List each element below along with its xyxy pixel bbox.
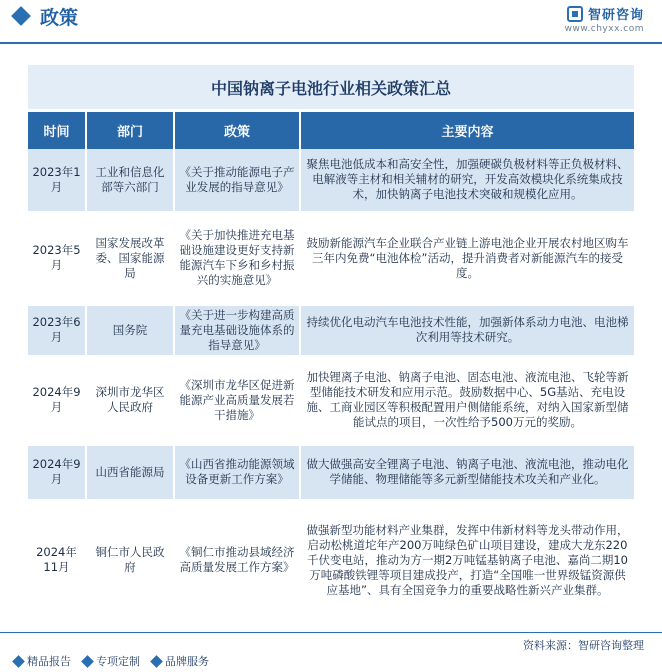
cell-policy: 《深圳市龙华区促进新能源产业高质量发展若干措施》 [174, 355, 300, 445]
cell-policy: 《关于推动能源电子产业发展的指导意见》 [174, 149, 300, 211]
brand-name: 智研咨询 [587, 8, 644, 23]
cell-time: 2024年9月 [28, 355, 86, 445]
cell-content: 做大做强高安全锂离子电池、钠离子电池、液流电池，推动电化学储能、物理储能等多元新型储能技术攻关和产业化。 [300, 445, 634, 499]
cell-time: 2023年6月 [28, 305, 86, 355]
cell-content: 持续优化电动汽车电池技术性能，加强新体系动力电池、电池梯次利用等技术研究。 [300, 305, 634, 355]
cell-dept: 山西省能源局 [86, 445, 174, 499]
cell-dept: 国务院 [86, 305, 174, 355]
cell-dept: 铜仁市人民政府 [86, 499, 174, 621]
page-header [0, 0, 662, 40]
cell-time: 2024年11月 [28, 499, 86, 621]
cell-policy: 《关于加快推进充电基础设施建设更好支持新能源汽车下乡和乡村振兴的实施意见》 [174, 211, 300, 305]
table-header-row [28, 112, 634, 149]
brand-logo [565, 4, 644, 34]
table-row [28, 305, 634, 355]
page-title: 政策 [40, 7, 79, 29]
cell-content: 做强新型功能材料产业集群，发挥中伟新材料等龙头带动作用，启动松桃道坨年产200万吨绿色矿山项目建设，建成大龙东220千伏变电站，推动为方一期2万吨锰基钠离子电池、嘉尚二期10万吨磷酸铁锂等项目建成投产，打造“全国唯一世界级锰资源供应基地”、具有全国竞争力的重要战略性新兴产业集群。 [300, 499, 634, 621]
cell-time: 2023年1月 [28, 149, 86, 211]
column-header-time: 时间 [28, 112, 86, 149]
diamond-bullet-icon [81, 655, 94, 668]
footer-links [14, 653, 209, 669]
diamond-bullet-icon [12, 655, 25, 668]
cell-policy: 《关于进一步构建高质量充电基础设施体系的指导意见》 [174, 305, 300, 355]
cell-time: 2024年9月 [28, 445, 86, 499]
diamond-bullet-icon [150, 655, 163, 668]
cell-dept: 工业和信息化部等六部门 [86, 149, 174, 211]
cell-policy: 《铜仁市推动县域经济高质量发展工作方案》 [174, 499, 300, 621]
footer-link-reports[interactable] [14, 653, 71, 669]
footer-link-label: 精品报告 [27, 655, 71, 668]
cell-dept: 国家发展改革委、国家能源局 [86, 211, 174, 305]
table-row [28, 445, 634, 499]
cell-time: 2023年5月 [28, 211, 86, 305]
column-header-dept: 部门 [86, 112, 174, 149]
table-row [28, 355, 634, 445]
cell-content: 加快锂离子电池、钠离子电池、固态电池、液流电池、飞轮等新型储能技术研发和应用示范。鼓励数据中心、5G基站、充电设施、工商业园区等积极配置用户侧储能系统，对纳入国家新型储能试点的项目，一次性给予500万元的奖励。 [300, 355, 634, 445]
footer-divider [0, 632, 662, 633]
brand-url: www.chyxx.com [564, 24, 644, 34]
table-row [28, 211, 634, 305]
footer-link-custom[interactable] [83, 653, 140, 669]
table-row [28, 149, 634, 211]
cell-content: 聚焦电池低成本和高安全性，加强硬碳负极材料等正负极材料、电解液等主材和相关辅材的研究，开发高效模块化系统集成技术，加快钠离子电池技术突破和规模化应用。 [300, 149, 634, 211]
footer-link-brand[interactable] [152, 653, 209, 669]
footer-link-label: 品牌服务 [165, 655, 209, 668]
column-header-content: 主要内容 [300, 112, 634, 149]
cell-dept: 深圳市龙华区人民政府 [86, 355, 174, 445]
footer-link-label: 专项定制 [96, 655, 140, 668]
header-divider [0, 42, 662, 44]
table-title: 中国钠离子电池行业相关政策汇总 [28, 65, 634, 109]
brand-mark-icon [567, 6, 583, 22]
cell-content: 鼓励新能源汽车企业联合产业链上游电池企业开展农村地区购车三年内免费“电池体检”活动，提升消费者对新能源汽车的接受度。 [300, 211, 634, 305]
source-note: 资料来源：智研咨询整理 [523, 639, 644, 652]
cell-policy: 《山西省推动能源领域设备更新工作方案》 [174, 445, 300, 499]
table-row [28, 499, 634, 621]
column-header-policy: 政策 [174, 112, 300, 149]
policy-table [28, 112, 634, 622]
diamond-icon [11, 6, 31, 26]
